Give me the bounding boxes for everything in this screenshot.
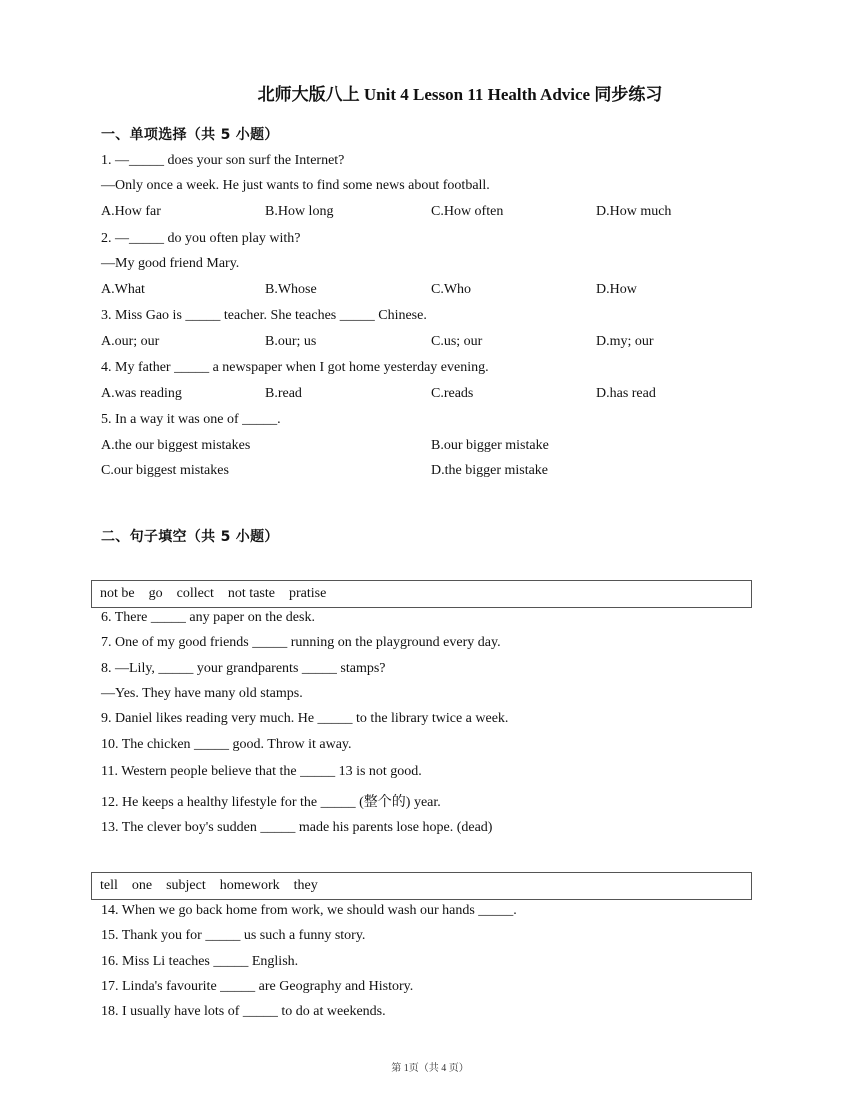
option-d: D.my; our <box>596 334 654 349</box>
fill-in-item: 12. He keeps a healthy lifestyle for the _____ (整个的) year. <box>101 795 441 810</box>
option-d: D.the bigger mistake <box>431 463 549 478</box>
fill-in-item: 8. —Lily, _____ your grandparents _____ stamps? <box>101 661 386 676</box>
fill-in-item: 16. Miss Li teaches _____ English. <box>101 954 299 969</box>
option-b: B.read <box>265 386 302 401</box>
option-b: B.our; us <box>265 334 317 349</box>
option-d: D.has read <box>596 386 656 401</box>
option-b: B.our bigger mistake <box>431 438 549 453</box>
option-c: C.How often <box>431 204 504 219</box>
fill-in-item: 15. Thank you for _____ us such a funny story. <box>101 928 366 943</box>
question-stem: —My good friend Mary. <box>101 256 240 271</box>
question-stem: —Only once a week. He just wants to find some news about football. <box>101 178 490 193</box>
option-a: A.How far <box>101 204 161 219</box>
fill-in-item: 17. Linda's favourite _____ are Geography and History. <box>101 979 414 994</box>
question-stem: 1. —_____ does your son surf the Internet? <box>101 153 345 168</box>
option-a: A.our; our <box>101 334 160 349</box>
question-stem: 3. Miss Gao is _____ teacher. She teaches _____ Chinese. <box>101 308 427 323</box>
option-c: C.reads <box>431 386 474 401</box>
option-b: B.Whose <box>265 282 317 297</box>
fill-in-item: 7. One of my good friends _____ running on the playground every day. <box>101 635 501 650</box>
fill-in-item: 14. When we go back home from work, we should wash our hands _____. <box>101 903 517 918</box>
fill-in-item: 13. The clever boy's sudden _____ made his parents lose hope. (dead) <box>101 820 493 835</box>
question-stem: 5. In a way it was one of _____. <box>101 412 281 427</box>
question-stem: 2. —_____ do you often play with? <box>101 231 301 246</box>
fill-in-item: 18. I usually have lots of _____ to do at weekends. <box>101 1004 386 1019</box>
option-a: A.What <box>101 282 145 297</box>
option-a: A.was reading <box>101 386 182 401</box>
option-b: B.How long <box>265 204 334 219</box>
option-c: C.us; our <box>431 334 483 349</box>
fill-in-item: 10. The chicken _____ good. Throw it away. <box>101 737 352 752</box>
fill-in-item: 6. There _____ any paper on the desk. <box>101 610 315 625</box>
option-c: C.Who <box>431 282 472 297</box>
option-a: A.the our biggest mistakes <box>101 438 251 453</box>
section-heading-fill-in: 二、句子填空（共 5 小题） <box>101 529 279 545</box>
word-bank-box: not be go collect not taste pratise <box>91 580 752 608</box>
fill-in-item: —Yes. They have many old stamps. <box>101 686 303 701</box>
page-footer: 第 1页（共 4 页） <box>391 1063 469 1074</box>
question-stem: 4. My father _____ a newspaper when I got home yesterday evening. <box>101 360 489 375</box>
option-d: D.How <box>596 282 637 297</box>
fill-in-item: 11. Western people believe that the _____ 13 is not good. <box>101 764 422 779</box>
fill-in-item: 9. Daniel likes reading very much. He _____ to the library twice a week. <box>101 711 509 726</box>
section-heading-multiple-choice: 一、单项选择（共 5 小题） <box>101 127 279 143</box>
option-c: C.our biggest mistakes <box>101 463 229 478</box>
option-d: D.How much <box>596 204 672 219</box>
word-bank-box: tell one subject homework they <box>91 872 752 900</box>
page-title: 北师大版八上 Unit 4 Lesson 11 Health Advice 同步练习 <box>257 85 663 104</box>
